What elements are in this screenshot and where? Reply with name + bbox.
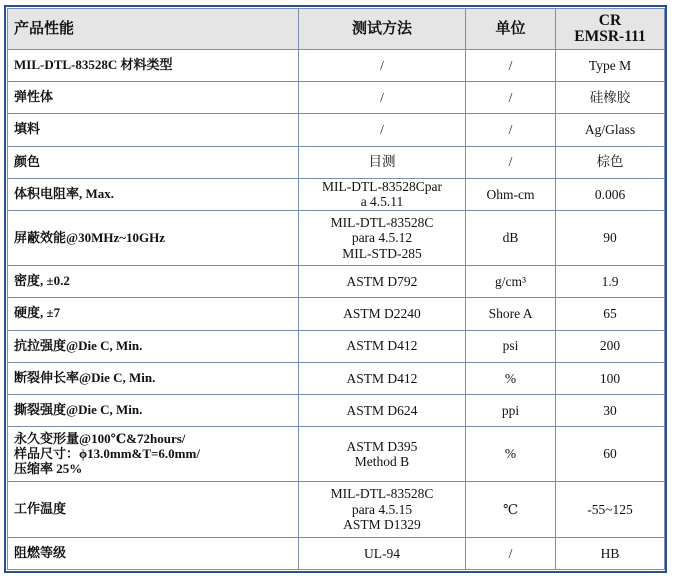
property-cell-line: 抗拉强度@Die C, Min. — [14, 337, 143, 353]
method-cell — [299, 427, 466, 482]
unit-cell: ℃ — [466, 482, 556, 537]
value-cell: 30 — [556, 394, 665, 426]
property-cell-line: 阻燃等级 — [14, 544, 67, 560]
method-cell-line: MIL-DTL-83528Cpar — [322, 178, 442, 194]
table-row — [8, 330, 665, 362]
property-cell — [8, 178, 299, 210]
method-cell-line: MIL-DTL-83528C — [330, 486, 434, 502]
method-cell-line: / — [380, 122, 384, 138]
header-product-line2: EMSR-111 — [574, 28, 646, 45]
table-row — [8, 298, 665, 330]
unit-cell: / — [466, 50, 556, 82]
header-row — [8, 9, 665, 50]
property-cell-line: 颜色 — [14, 153, 41, 169]
table-row — [8, 178, 665, 210]
table-row — [8, 362, 665, 394]
method-cell-line: ASTM D412 — [346, 338, 418, 354]
method-cell — [299, 298, 466, 330]
table-row — [8, 50, 665, 82]
method-cell — [299, 114, 466, 146]
method-cell — [299, 50, 466, 82]
property-cell — [8, 146, 299, 178]
method-cell-line: ASTM D412 — [346, 370, 418, 386]
method-cell-line: ASTM D2240 — [343, 306, 421, 322]
method-cell-line: / — [380, 90, 384, 105]
method-cell — [299, 178, 466, 210]
table-row — [8, 427, 665, 482]
property-cell — [8, 427, 299, 482]
unit-cell: g/cm³ — [466, 266, 556, 298]
method-cell — [299, 146, 466, 178]
value-cell: Type M — [556, 50, 665, 82]
property-cell — [8, 114, 299, 146]
value-cell: 65 — [556, 298, 665, 330]
property-cell-line: 填料 — [14, 121, 41, 137]
unit-cell: % — [466, 427, 556, 482]
value-cell: -55~125 — [556, 482, 665, 537]
value-cell: 90 — [556, 210, 665, 265]
method-cell-line: 目测 — [368, 154, 396, 170]
method-cell-line: ASTM D792 — [346, 274, 418, 290]
property-cell-line: 硬度, ±7 — [14, 305, 61, 321]
table-row — [8, 146, 665, 178]
property-cell — [8, 362, 299, 394]
value-cell: 棕色 — [556, 146, 665, 178]
unit-cell: Shore A — [466, 298, 556, 330]
header-product — [556, 9, 665, 50]
method-cell-line: ASTM D624 — [346, 402, 418, 418]
property-cell — [8, 482, 299, 537]
unit-cell: psi — [466, 330, 556, 362]
property-cell — [8, 210, 299, 265]
method-cell — [299, 537, 466, 569]
property-cell-line: 弹性体 — [14, 89, 54, 105]
property-cell — [8, 266, 299, 298]
property-cell-line: 工作温度 — [14, 501, 67, 517]
method-cell-line: / — [380, 57, 384, 73]
property-cell-line: 样品尺寸：ϕ13.0mm&T=6.0mm/ — [14, 445, 200, 461]
header-method: 测试方法 — [299, 9, 466, 50]
table-row — [8, 82, 665, 114]
method-cell — [299, 482, 466, 537]
value-cell: 硅橡胶 — [556, 82, 665, 114]
unit-cell: dB — [466, 210, 556, 265]
method-cell-line: MIL-STD-285 — [342, 245, 422, 261]
method-cell-line: a 4.5.11 — [360, 194, 404, 210]
table-row — [8, 210, 665, 265]
property-cell — [8, 82, 299, 114]
unit-cell: / — [466, 82, 556, 114]
method-cell-line: ASTM D395 — [346, 438, 418, 454]
property-cell-line: MIL-DTL-83528C 材料类型 — [14, 57, 173, 73]
method-cell — [299, 362, 466, 394]
method-cell-line: para 4.5.12 — [351, 230, 413, 246]
property-cell — [8, 330, 299, 362]
method-cell — [299, 394, 466, 426]
unit-cell: % — [466, 362, 556, 394]
property-cell-line: 密度, ±0.2 — [14, 273, 70, 289]
unit-cell: Ohm-cm — [466, 178, 556, 210]
property-cell-line: 撕裂强度@Die C, Min. — [14, 402, 143, 417]
unit-cell: ppi — [466, 394, 556, 426]
method-cell-line: para 4.5.15 — [351, 501, 413, 517]
unit-cell: / — [466, 146, 556, 178]
method-cell — [299, 82, 466, 114]
property-cell — [8, 298, 299, 330]
table-row — [8, 114, 665, 146]
value-cell: 0.006 — [556, 178, 665, 210]
method-cell — [299, 266, 466, 298]
header-unit: 单位 — [466, 9, 556, 50]
method-cell-line: MIL-DTL-83528C — [330, 214, 434, 230]
method-cell — [299, 330, 466, 362]
table-row — [8, 266, 665, 298]
value-cell: Ag/Glass — [556, 114, 665, 146]
spec-table — [7, 8, 665, 570]
property-cell-line: 体积电阻率, Max. — [14, 185, 115, 201]
header-property: 产品性能 — [8, 9, 299, 50]
property-cell — [8, 394, 299, 426]
property-cell — [8, 537, 299, 569]
method-cell-line: UL-94 — [364, 545, 400, 561]
unit-cell: / — [466, 537, 556, 569]
property-cell — [8, 50, 299, 82]
method-cell — [299, 210, 466, 265]
table-row — [8, 537, 665, 569]
property-cell-line: 断裂伸长率@Die C, Min. — [14, 369, 156, 385]
property-cell-line: 永久变形量@100℃&72hours/ — [14, 430, 186, 446]
value-cell: 100 — [556, 362, 665, 394]
value-cell: 200 — [556, 330, 665, 362]
property-cell-line: 压缩率 25% — [14, 460, 83, 476]
value-cell: 60 — [556, 427, 665, 482]
header-product-line1: CR — [598, 11, 622, 29]
method-cell-line: Method B — [354, 454, 410, 470]
unit-cell: / — [466, 114, 556, 146]
table-row — [8, 394, 665, 426]
table-row — [8, 482, 665, 537]
method-cell-line: ASTM D1329 — [343, 517, 421, 533]
property-cell-line: 屏蔽效能@30MHz~10GHz — [14, 229, 165, 245]
value-cell: HB — [556, 537, 665, 569]
value-cell: 1.9 — [556, 266, 665, 298]
